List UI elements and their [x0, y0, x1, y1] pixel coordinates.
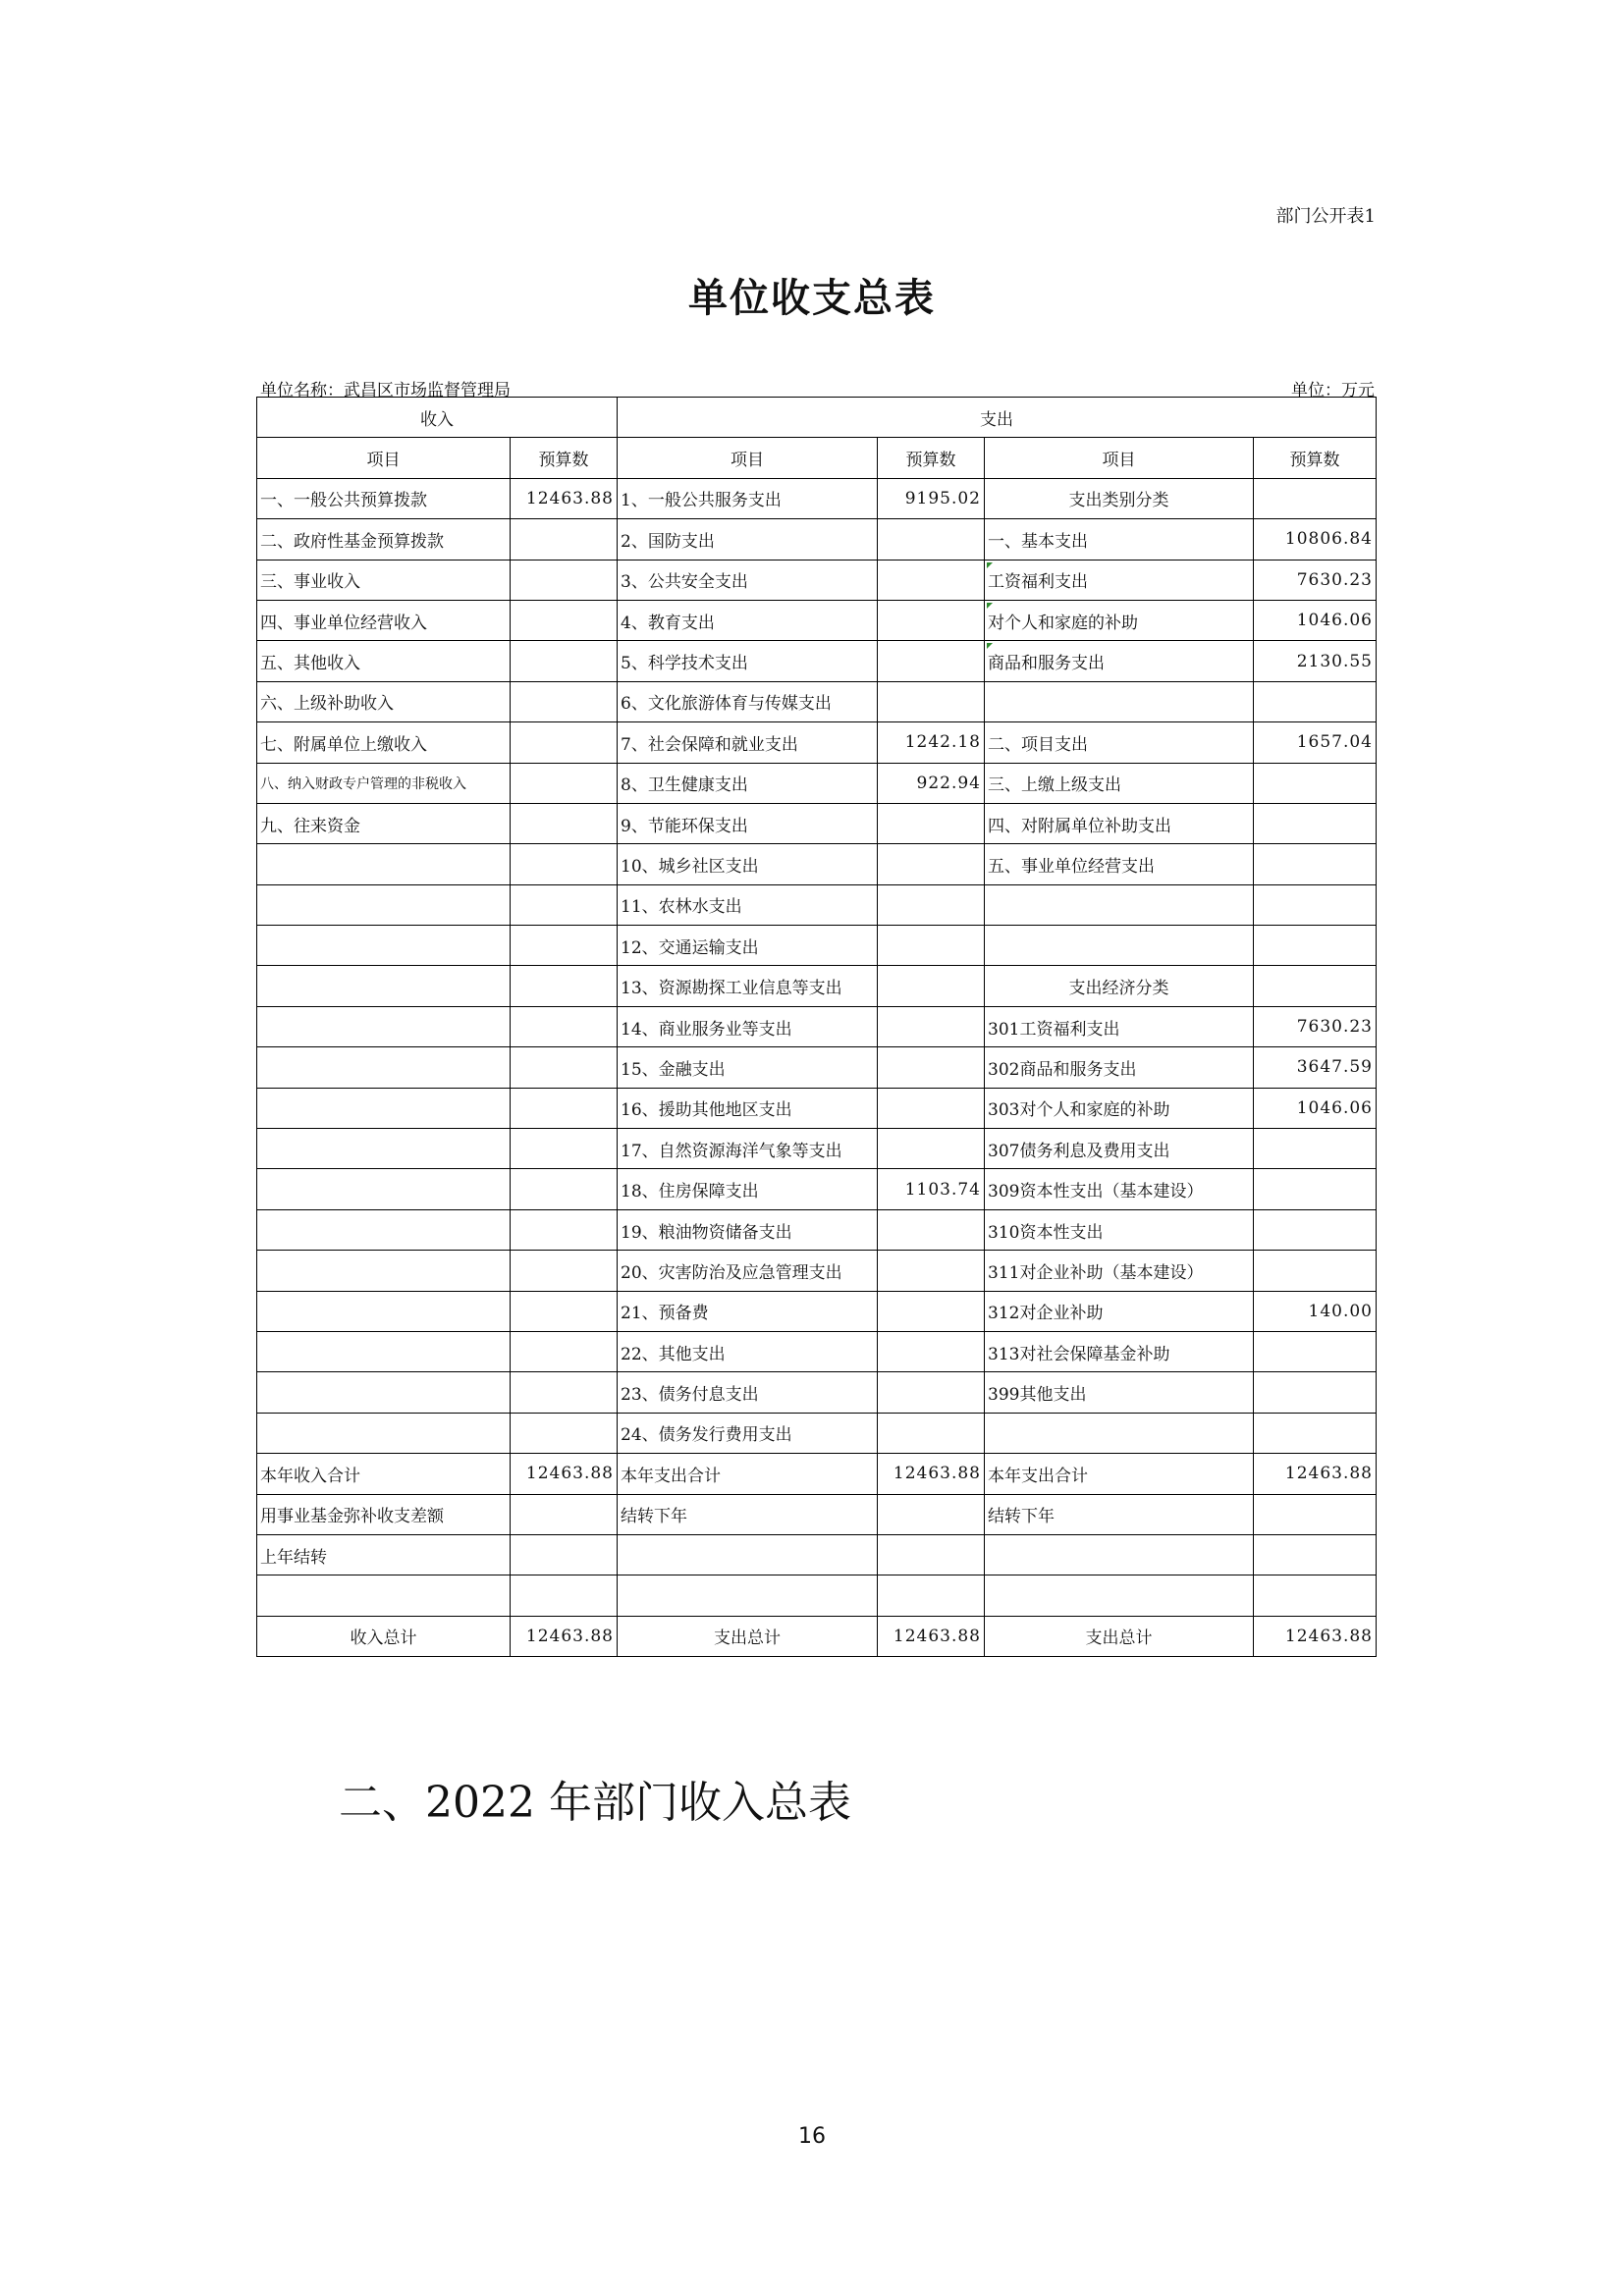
table-cell — [878, 884, 985, 925]
table-cell: 八、纳入财政专户管理的非税收入 — [257, 763, 511, 803]
table-cell — [985, 884, 1254, 925]
table-cell — [1254, 681, 1377, 721]
income-budget-header: 预算数 — [511, 438, 618, 478]
table-cell — [1254, 1494, 1377, 1534]
table-cell — [878, 1209, 985, 1250]
header-row-groups — [257, 398, 1377, 438]
table-cell — [878, 600, 985, 640]
table-cell — [1254, 884, 1377, 925]
table-cell: 5、科学技术支出 — [618, 641, 878, 681]
table-cell: 16、援助其他地区支出 — [618, 1088, 878, 1128]
table-row — [257, 1575, 1377, 1616]
table-cell — [985, 1534, 1254, 1575]
category-item-header: 项目 — [985, 438, 1254, 478]
table-cell: 22、其他支出 — [618, 1331, 878, 1371]
table-cell: 14、商业服务业等支出 — [618, 1006, 878, 1046]
table-cell — [257, 884, 511, 925]
table-cell — [511, 1169, 618, 1209]
table-cell: 12、交通运输支出 — [618, 926, 878, 966]
table-cell: 10、城乡社区支出 — [618, 844, 878, 884]
table-cell: 10806.84 — [1254, 519, 1377, 560]
table-cell: 四、事业单位经营收入 — [257, 600, 511, 640]
table-cell — [878, 1291, 985, 1331]
table-cell — [257, 1291, 511, 1331]
table-cell — [511, 763, 618, 803]
table-cell — [257, 1251, 511, 1291]
table-cell — [257, 1413, 511, 1453]
table-cell — [878, 1006, 985, 1046]
table-cell: 结转下年 — [618, 1494, 878, 1534]
table-cell — [878, 844, 985, 884]
table-row — [257, 966, 1377, 1006]
table-cell: 311对企业补助（基本建设） — [985, 1251, 1254, 1291]
table-cell: 六、上级补助收入 — [257, 681, 511, 721]
table-row — [257, 1291, 1377, 1331]
table-row — [257, 641, 1377, 681]
table-cell — [511, 884, 618, 925]
table-cell — [1254, 1534, 1377, 1575]
table-cell: 302商品和服务支出 — [985, 1047, 1254, 1088]
table-cell — [511, 1209, 618, 1250]
table-row — [257, 519, 1377, 560]
table-cell — [985, 1575, 1254, 1616]
table-cell: 12463.88 — [1254, 1454, 1377, 1494]
table-cell — [878, 1575, 985, 1616]
table-cell — [511, 1494, 618, 1534]
table-cell — [257, 1006, 511, 1046]
table-cell — [618, 1575, 878, 1616]
section-title: 二、2022 年部门收入总表 — [339, 1778, 851, 1828]
table-cell — [878, 1047, 985, 1088]
table-cell — [511, 966, 618, 1006]
table-cell — [1254, 478, 1377, 518]
table-cell — [1254, 763, 1377, 803]
table-cell: 309资本性支出（基本建设） — [985, 1169, 1254, 1209]
table-cell — [1254, 1575, 1377, 1616]
table-cell: 五、其他收入 — [257, 641, 511, 681]
table-cell — [511, 600, 618, 640]
table-cell: 3647.59 — [1254, 1047, 1377, 1088]
table-cell: 本年支出合计 — [985, 1454, 1254, 1494]
table-cell: 310资本性支出 — [985, 1209, 1254, 1250]
table-cell — [878, 560, 985, 600]
table-cell: 1046.06 — [1254, 600, 1377, 640]
table-cell — [511, 519, 618, 560]
table-cell: 12463.88 — [1254, 1616, 1377, 1656]
table-cell — [511, 681, 618, 721]
table-cell — [1254, 1251, 1377, 1291]
table-cell — [985, 1413, 1254, 1453]
table-cell: 三、事业收入 — [257, 560, 511, 600]
table-row — [257, 1494, 1377, 1534]
table-cell — [511, 1413, 618, 1453]
table-cell: 6、文化旅游体育与传媒支出 — [618, 681, 878, 721]
table-cell — [511, 722, 618, 763]
table-cell — [878, 1494, 985, 1534]
header-row-columns — [257, 438, 1377, 478]
table-cell — [1254, 1413, 1377, 1453]
table-cell — [511, 1291, 618, 1331]
table-cell: 21、预备费 — [618, 1291, 878, 1331]
table-cell — [878, 1251, 985, 1291]
table-cell: 307债务利息及费用支出 — [985, 1129, 1254, 1169]
table-cell: 支出总计 — [985, 1616, 1254, 1656]
table-cell — [878, 1129, 985, 1169]
table-cell: 2130.55 — [1254, 641, 1377, 681]
table-row — [257, 763, 1377, 803]
table-cell: 7、社会保障和就业支出 — [618, 722, 878, 763]
table-cell: 收入总计 — [257, 1616, 511, 1656]
table-cell — [257, 1209, 511, 1250]
table-cell: 七、附属单位上缴收入 — [257, 722, 511, 763]
table-cell — [878, 1372, 985, 1413]
unit-label: 单位：万元 — [1291, 381, 1375, 400]
table-cell — [257, 1575, 511, 1616]
table-cell: 三、上缴上级支出 — [985, 763, 1254, 803]
table-cell — [257, 1169, 511, 1209]
table-cell: 1103.74 — [878, 1169, 985, 1209]
table-cell: 12463.88 — [878, 1616, 985, 1656]
income-item-header: 项目 — [257, 438, 511, 478]
table-cell — [1254, 844, 1377, 884]
table-cell — [878, 1413, 985, 1453]
table-row — [257, 1088, 1377, 1128]
table-cell: 13、资源勘探工业信息等支出 — [618, 966, 878, 1006]
table-cell: 1、一般公共服务支出 — [618, 478, 878, 518]
unit-name: 单位名称：武昌区市场监督管理局 — [260, 381, 511, 400]
table-cell — [511, 803, 618, 843]
table-cell: 301工资福利支出 — [985, 1006, 1254, 1046]
table-cell: 二、政府性基金预算拨款 — [257, 519, 511, 560]
table-cell — [257, 1129, 511, 1169]
table-cell — [511, 1006, 618, 1046]
table-cell — [257, 844, 511, 884]
table-cell: 对个人和家庭的补助 — [985, 600, 1254, 640]
table-cell: 23、债务付息支出 — [618, 1372, 878, 1413]
table-row — [257, 844, 1377, 884]
table-row — [257, 1413, 1377, 1453]
table-cell — [1254, 1372, 1377, 1413]
table-cell — [878, 519, 985, 560]
table-cell: 五、事业单位经营支出 — [985, 844, 1254, 884]
table-cell — [511, 844, 618, 884]
table-cell: 9、节能环保支出 — [618, 803, 878, 843]
table-cell: 商品和服务支出 — [985, 641, 1254, 681]
table-cell: 24、债务发行费用支出 — [618, 1413, 878, 1453]
table-cell — [257, 966, 511, 1006]
table-cell — [985, 926, 1254, 966]
table-cell: 上年结转 — [257, 1534, 511, 1575]
table-cell: 四、对附属单位补助支出 — [985, 803, 1254, 843]
table-cell: 一、基本支出 — [985, 519, 1254, 560]
table-cell — [878, 1331, 985, 1371]
table-cell: 19、粮油物资储备支出 — [618, 1209, 878, 1250]
table-cell — [878, 966, 985, 1006]
table-row — [257, 926, 1377, 966]
table-cell: 11、农林水支出 — [618, 884, 878, 925]
page-title: 单位收支总表 — [688, 275, 936, 321]
table-cell — [257, 926, 511, 966]
table-cell: 18、住房保障支出 — [618, 1169, 878, 1209]
table-cell — [878, 681, 985, 721]
table-cell: 支出总计 — [618, 1616, 878, 1656]
table-cell — [1254, 803, 1377, 843]
table-cell: 15、金融支出 — [618, 1047, 878, 1088]
table-row — [257, 803, 1377, 843]
table-row — [257, 1047, 1377, 1088]
table-cell: 1242.18 — [878, 722, 985, 763]
table-cell: 140.00 — [1254, 1291, 1377, 1331]
table-cell: 二、项目支出 — [985, 722, 1254, 763]
table-cell: 399其他支出 — [985, 1372, 1254, 1413]
table-row — [257, 722, 1377, 763]
table-cell — [511, 1251, 618, 1291]
table-cell — [511, 1372, 618, 1413]
table-cell — [878, 641, 985, 681]
table-cell: 20、灾害防治及应急管理支出 — [618, 1251, 878, 1291]
expense-header: 支出 — [618, 398, 1377, 438]
page-number: 16 — [798, 2124, 826, 2149]
table-cell — [511, 926, 618, 966]
table-cell — [878, 1088, 985, 1128]
table-row — [257, 1209, 1377, 1250]
table-cell: 313对社会保障基金补助 — [985, 1331, 1254, 1371]
table-cell: 12463.88 — [511, 1454, 618, 1494]
table-cell — [257, 1088, 511, 1128]
table-row — [257, 1372, 1377, 1413]
table-cell — [878, 926, 985, 966]
table-row — [257, 1616, 1377, 1656]
table-cell: 九、往来资金 — [257, 803, 511, 843]
table-cell: 本年支出合计 — [618, 1454, 878, 1494]
table-cell — [618, 1534, 878, 1575]
table-cell: 7630.23 — [1254, 560, 1377, 600]
table-cell — [511, 1088, 618, 1128]
table-cell — [1254, 1169, 1377, 1209]
expense-item-header: 项目 — [618, 438, 878, 478]
table-cell — [1254, 1331, 1377, 1371]
expense-budget-header: 预算数 — [878, 438, 985, 478]
table-cell: 支出经济分类 — [985, 966, 1254, 1006]
table-cell: 4、教育支出 — [618, 600, 878, 640]
table-cell — [1254, 1209, 1377, 1250]
table-cell — [985, 681, 1254, 721]
table-cell: 支出类别分类 — [985, 478, 1254, 518]
table-cell — [511, 1129, 618, 1169]
table-cell: 922.94 — [878, 763, 985, 803]
table-row — [257, 1169, 1377, 1209]
table-cell — [511, 1331, 618, 1371]
category-budget-header: 预算数 — [1254, 438, 1377, 478]
table-cell — [511, 1534, 618, 1575]
table-cell — [511, 1575, 618, 1616]
table-row — [257, 1129, 1377, 1169]
table-tag: 部门公开表1 — [1275, 206, 1376, 227]
table-cell — [878, 803, 985, 843]
table-cell: 303对个人和家庭的补助 — [985, 1088, 1254, 1128]
table-row — [257, 1454, 1377, 1494]
table-cell — [511, 1047, 618, 1088]
table-cell — [511, 560, 618, 600]
table-cell: 工资福利支出 — [985, 560, 1254, 600]
table-cell: 12463.88 — [511, 478, 618, 518]
table-cell — [257, 1047, 511, 1088]
table-row — [257, 600, 1377, 640]
table-cell: 一、一般公共预算拨款 — [257, 478, 511, 518]
table-row — [257, 1006, 1377, 1046]
table-cell: 本年收入合计 — [257, 1454, 511, 1494]
table-cell — [878, 1534, 985, 1575]
table-cell — [1254, 926, 1377, 966]
table-row — [257, 884, 1377, 925]
table-cell: 2、国防支出 — [618, 519, 878, 560]
table-cell — [1254, 1129, 1377, 1169]
table-cell: 9195.02 — [878, 478, 985, 518]
table-cell: 8、卫生健康支出 — [618, 763, 878, 803]
table-cell: 1657.04 — [1254, 722, 1377, 763]
table-row — [257, 681, 1377, 721]
table-cell — [257, 1372, 511, 1413]
table-cell: 1046.06 — [1254, 1088, 1377, 1128]
table-cell: 3、公共安全支出 — [618, 560, 878, 600]
income-expense-table — [256, 397, 1377, 1657]
table-cell — [257, 1331, 511, 1371]
table-cell — [511, 641, 618, 681]
table-row — [257, 560, 1377, 600]
table-cell — [1254, 966, 1377, 1006]
table-cell: 12463.88 — [511, 1616, 618, 1656]
table-cell: 312对企业补助 — [985, 1291, 1254, 1331]
table-row — [257, 1534, 1377, 1575]
table-cell: 用事业基金弥补收支差额 — [257, 1494, 511, 1534]
table-row — [257, 478, 1377, 518]
table-row — [257, 1251, 1377, 1291]
income-header: 收入 — [257, 398, 618, 438]
table-cell: 结转下年 — [985, 1494, 1254, 1534]
table-cell: 12463.88 — [878, 1454, 985, 1494]
table-cell: 17、自然资源海洋气象等支出 — [618, 1129, 878, 1169]
table-cell: 7630.23 — [1254, 1006, 1377, 1046]
table-row — [257, 1331, 1377, 1371]
